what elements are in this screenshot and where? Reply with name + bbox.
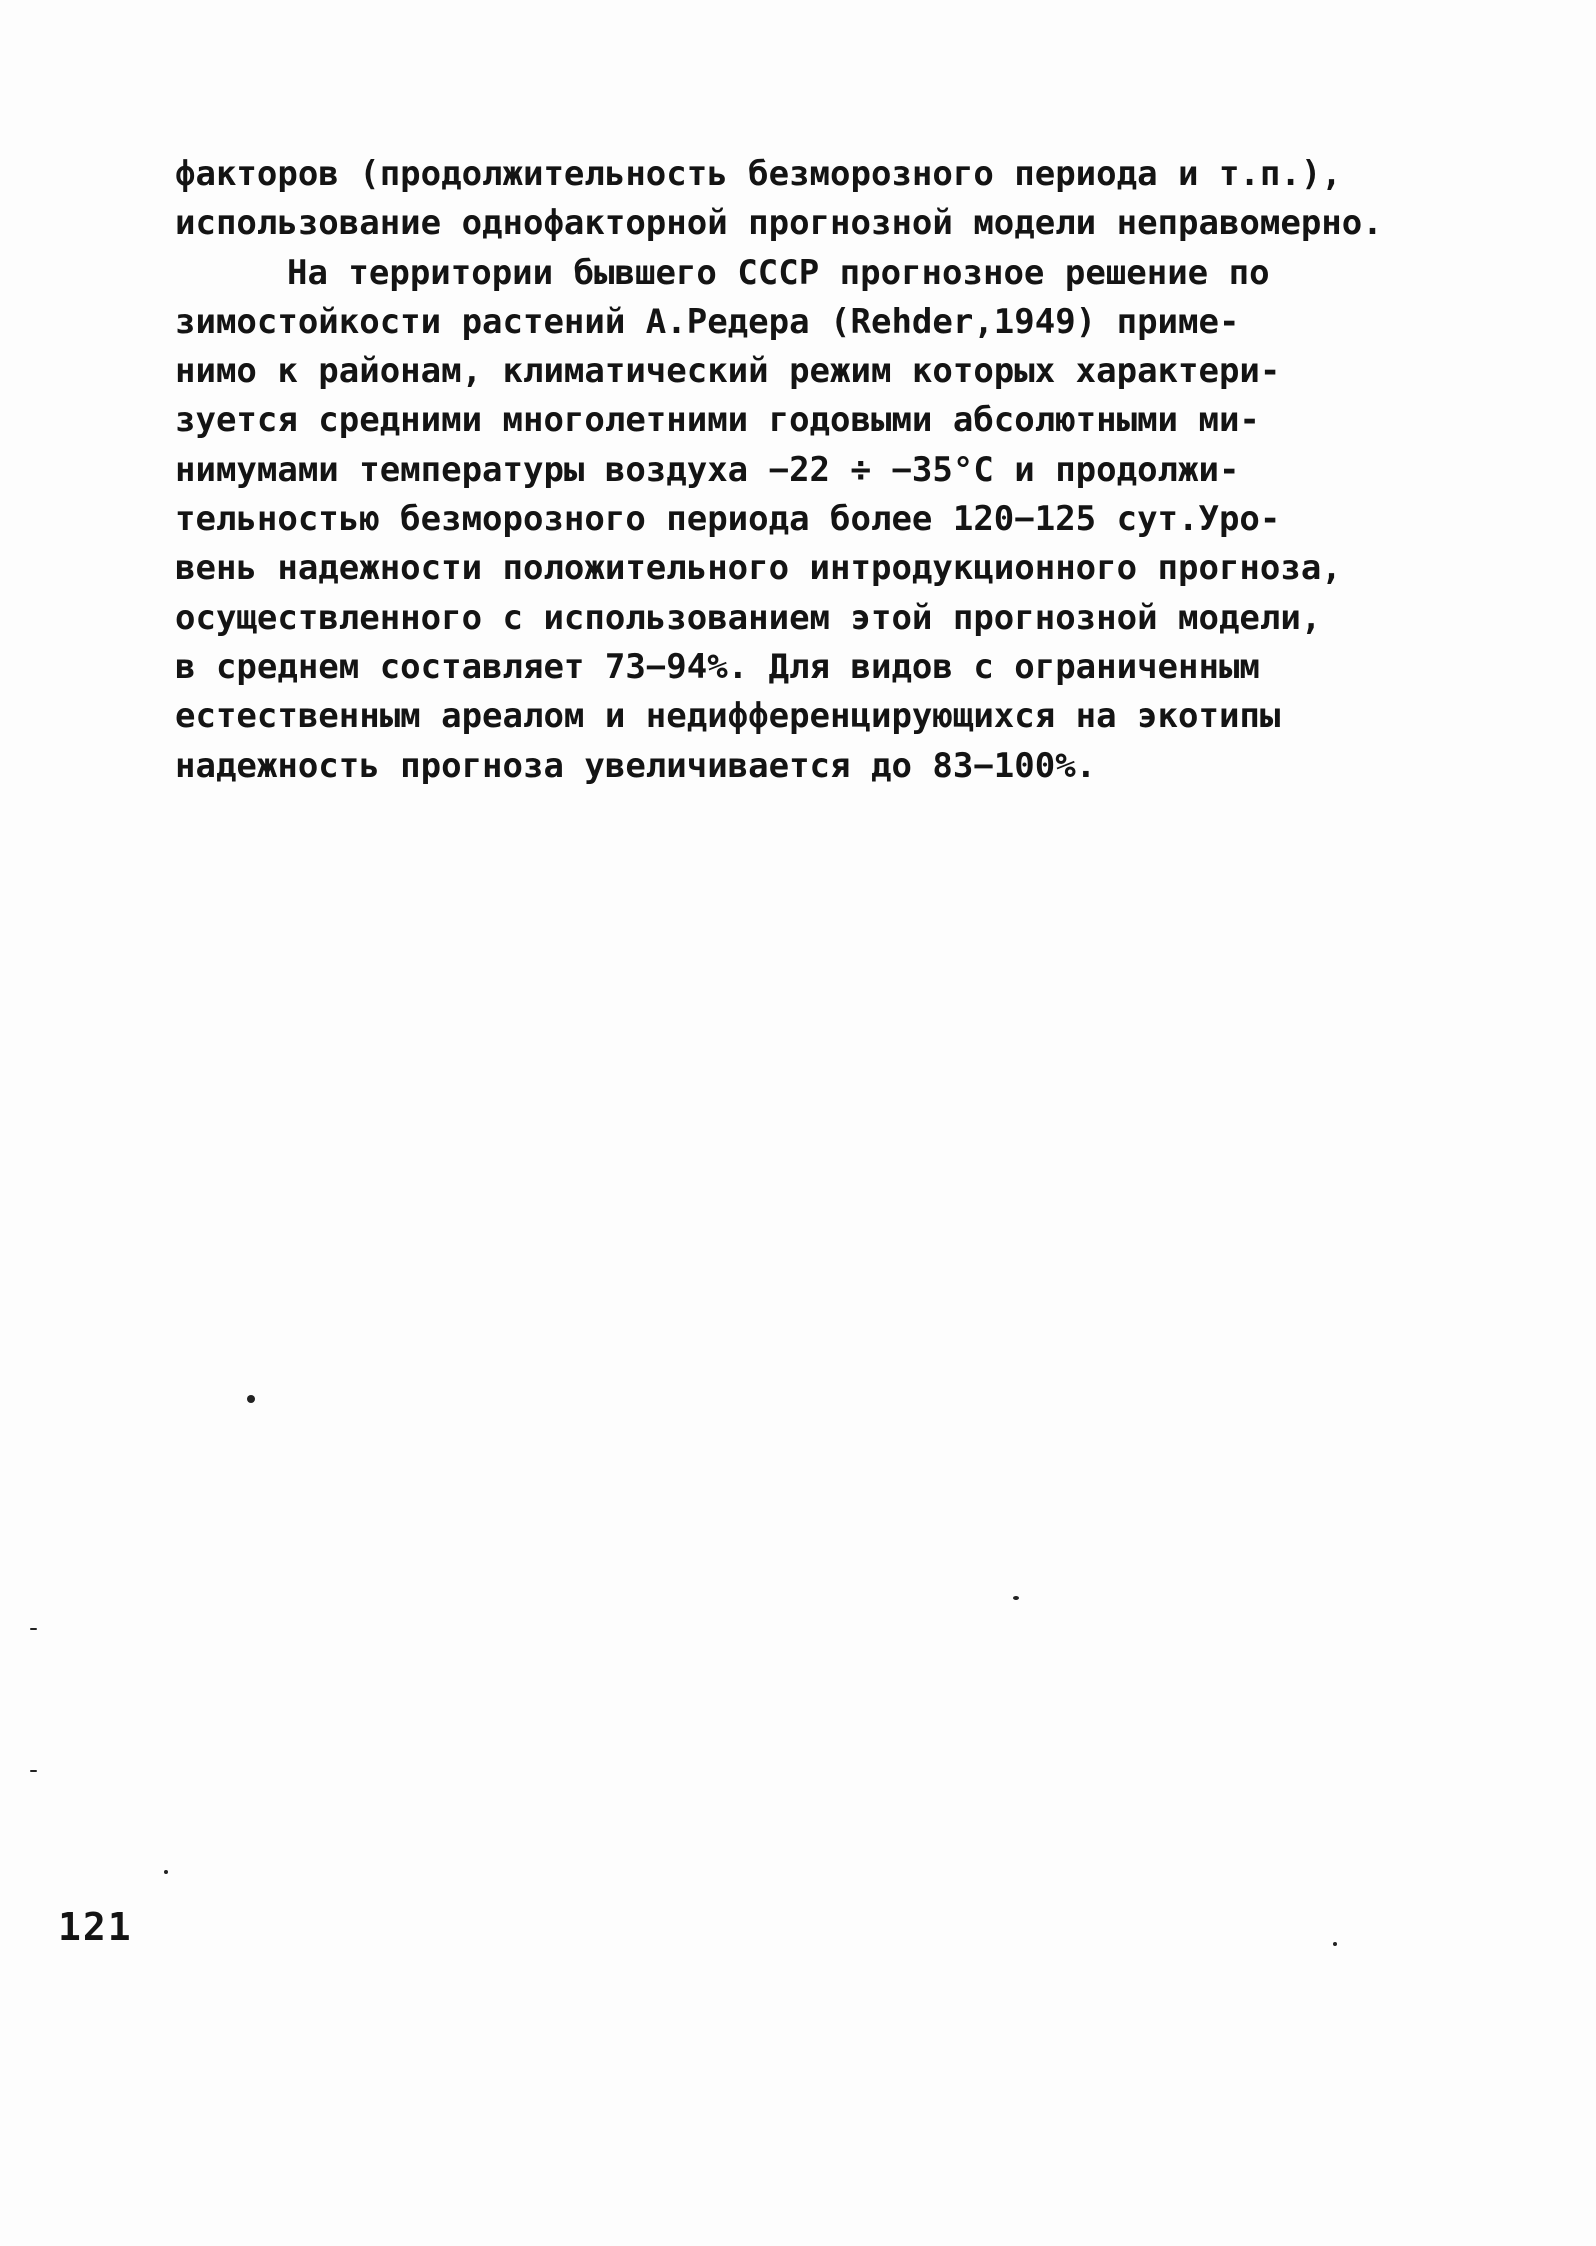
text-line-7: нимумами температуры воздуха −22 ÷ −35°С и продолжи- <box>175 449 1240 490</box>
text-line-10: осуществленного с использованием этой прогнозной модели, <box>175 597 1322 638</box>
body-text <box>175 150 1565 791</box>
text-line-8: тельностью безморозного периода более 120−125 сут.Уро- <box>175 499 1281 540</box>
text-line-13: надежность прогноза увеличивается до 83−100%. <box>175 745 1097 786</box>
scan-speck <box>1013 1596 1019 1600</box>
scan-speck <box>247 1395 255 1403</box>
scan-speck <box>30 1770 37 1772</box>
text-line-3: На территории бывшего СССР прогнозное решение по <box>287 252 1270 293</box>
scan-speck <box>164 1870 168 1874</box>
page-number: 121 <box>58 1905 133 1949</box>
text-line-11: в среднем составляет 73−94%. Для видов с ограниченным <box>175 646 1260 687</box>
scan-speck <box>1333 1942 1337 1946</box>
scan-speck <box>30 1628 37 1630</box>
text-line-6: зуется средними многолетними годовыми абсолютными ми- <box>175 400 1260 441</box>
text-line-4: зимостойкости растений А.Редера (Rehder,1949) приме- <box>175 301 1240 342</box>
text-line-5: нимо к районам, климатический режим которых характери- <box>175 351 1281 392</box>
text-line-12: естественным ареалом и недифференцирующихся на экотипы <box>175 696 1281 737</box>
text-line-1: факторов (продолжительность безморозного периода и т.п.), <box>175 154 1342 194</box>
text-line-9: вень надежности положительного интродукционного прогноза, <box>175 548 1342 589</box>
text-line-2: использование однофакторной прогнозной модели неправомерно. <box>175 203 1383 244</box>
